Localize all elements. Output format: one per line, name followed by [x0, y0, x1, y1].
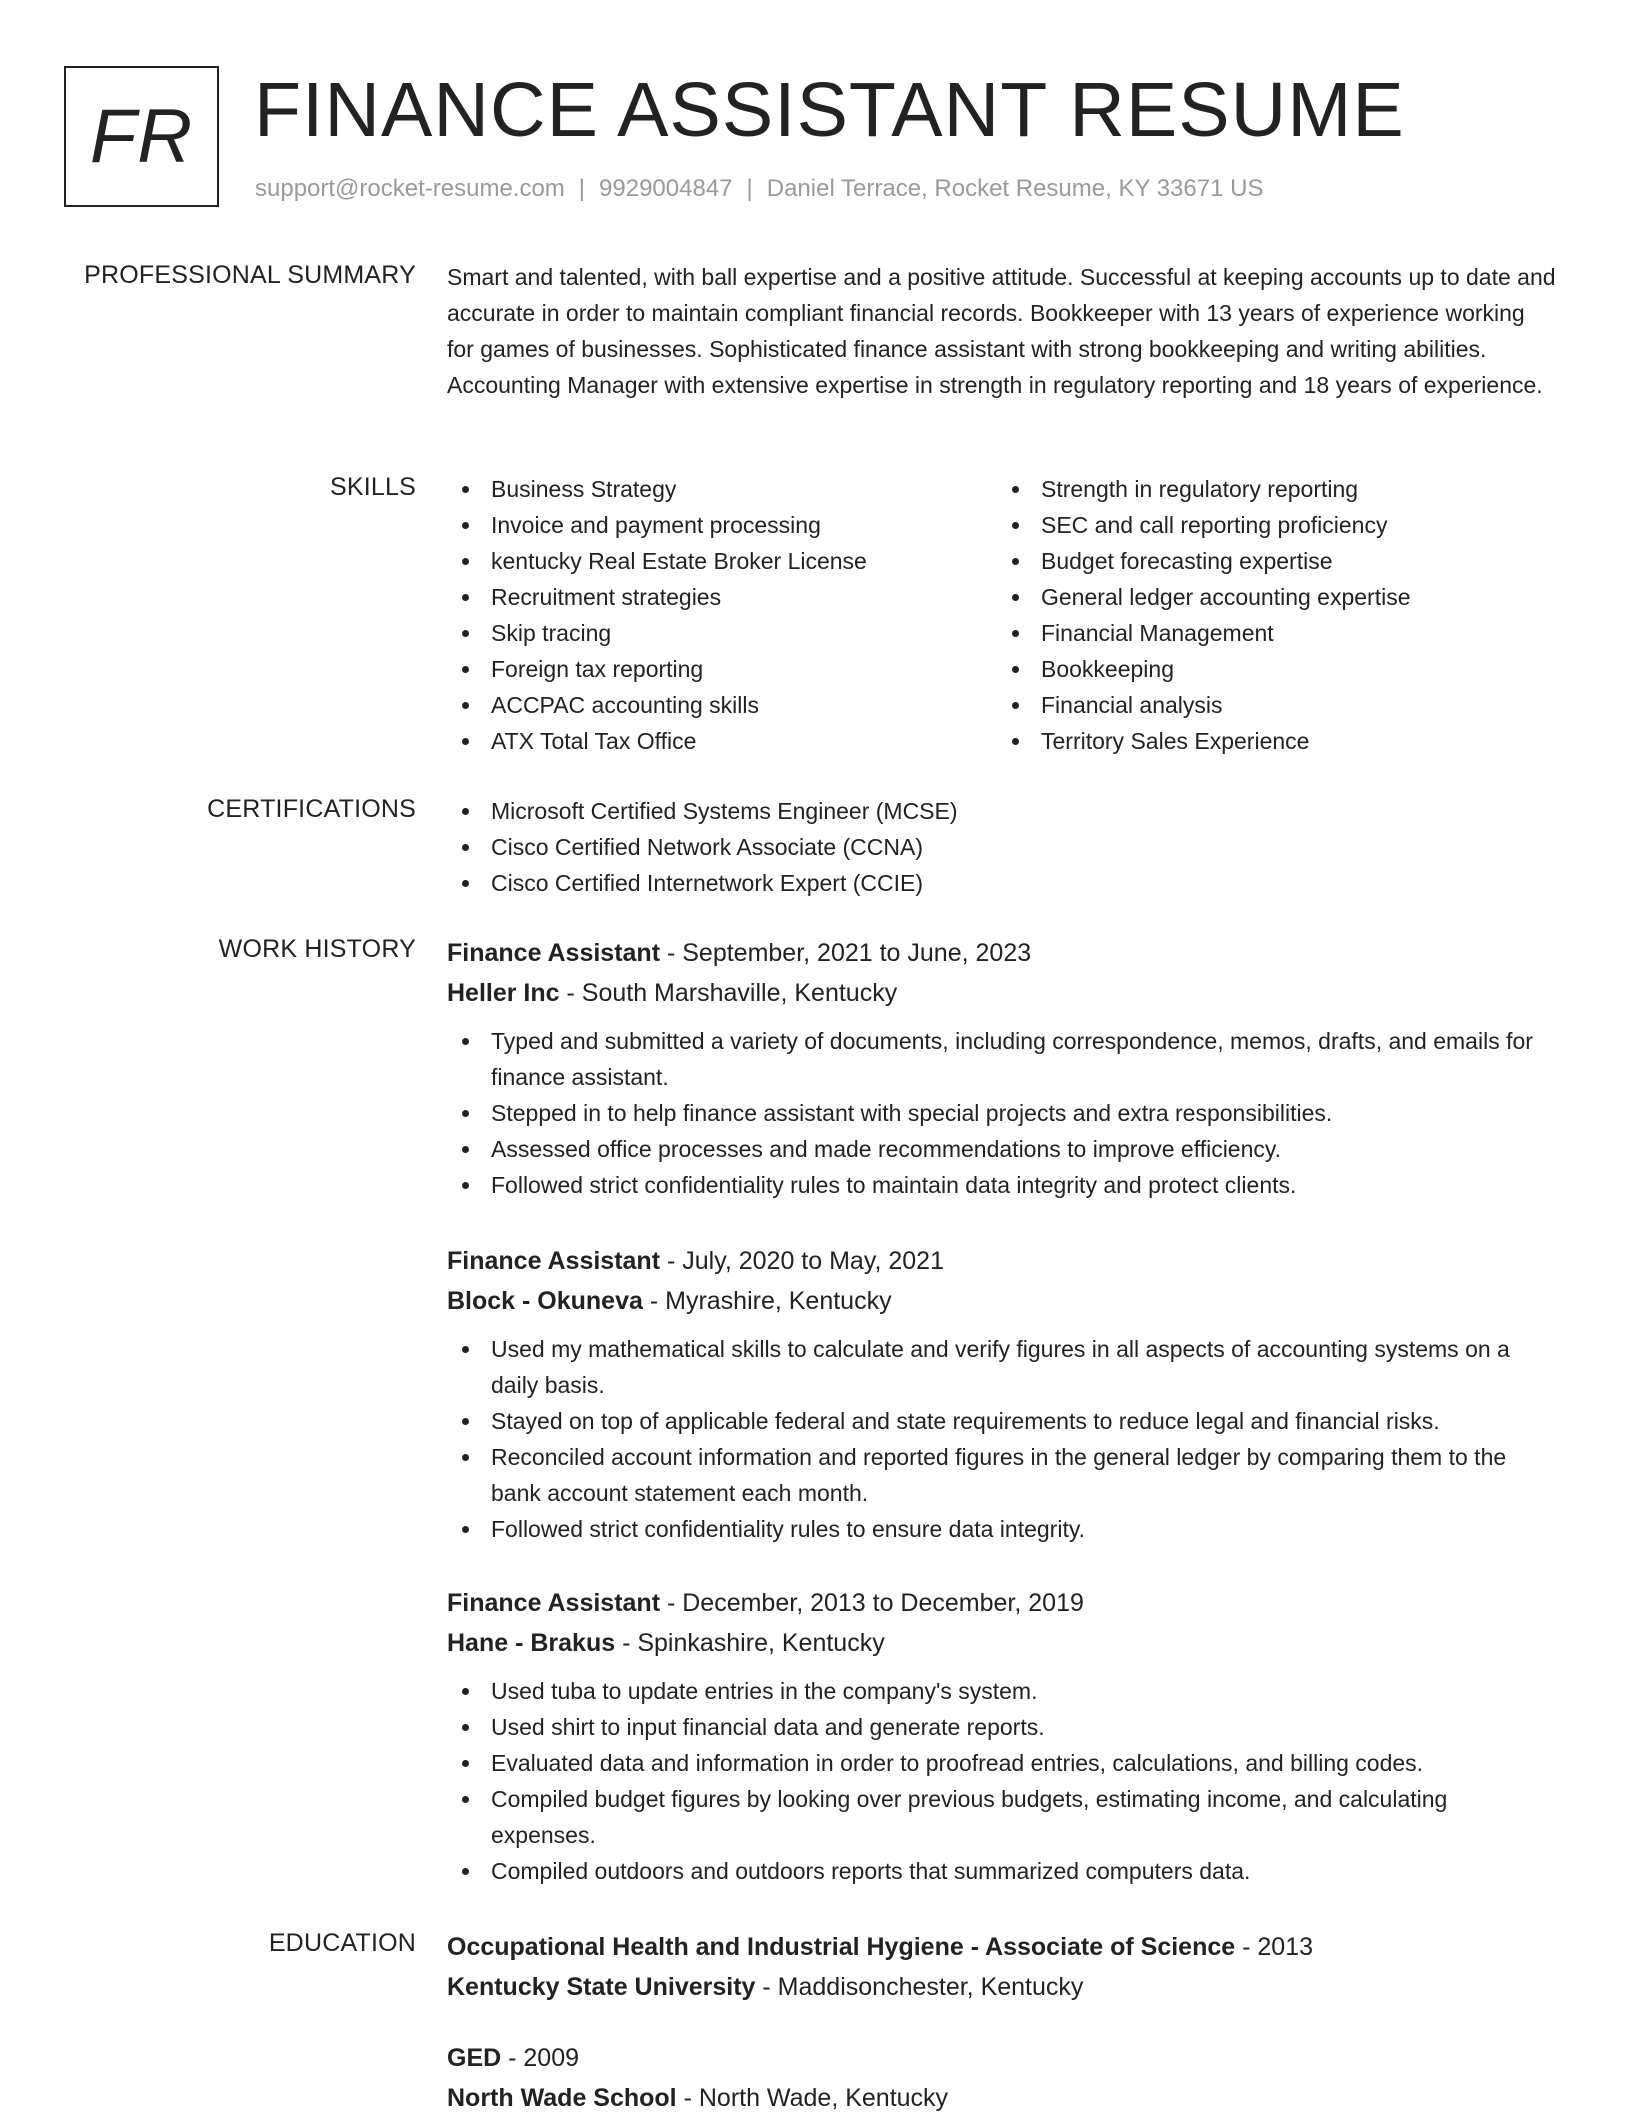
- school-location: - Maddisonchester, Kentucky: [755, 1973, 1084, 2001]
- contact-phone[interactable]: 9929004847: [599, 175, 733, 202]
- school-location: - North Wade, Kentucky: [676, 2084, 949, 2112]
- job-duties: [447, 1023, 1557, 1203]
- certification-item: Cisco Certified Network Associate (CCNA): [447, 829, 1557, 865]
- skill-item: Territory Sales Experience: [997, 723, 1547, 759]
- job-title: Finance Assistant: [447, 939, 661, 967]
- resume-header: [64, 66, 1564, 210]
- certification-item: Microsoft Certified Systems Engineer (MCSE): [447, 793, 1557, 829]
- contact-email[interactable]: support@rocket-resume.com: [255, 175, 565, 202]
- monogram-logo: FR: [64, 66, 219, 207]
- summary-text: Smart and talented, with ball expertise and a positive attitude. Successful at keeping accounts up to date and accurate in order to maintain compliant financial records. Bookkeeper with 13 years of experience working for games of businesses. Sophisticated finance assistant with strong bookkeeping and writing abilities. Accounting Manager with extensive expertise in strength in regulatory reporting and 18 years of experience.: [447, 264, 1556, 398]
- degree-year: - 2013: [1235, 1933, 1314, 1961]
- school-name: Kentucky State University: [447, 1973, 756, 2001]
- duty-item: Stayed on top of applicable federal and state requirements to reduce legal and financial risks.: [447, 1403, 1557, 1439]
- skill-item: Budget forecasting expertise: [997, 543, 1547, 579]
- duty-item: Compiled budget figures by looking over previous budgets, estimating income, and calculating expenses.: [447, 1781, 1557, 1853]
- job-entry: [447, 1583, 1557, 1889]
- job-dates: - July, 2020 to May, 2021: [660, 1247, 944, 1275]
- job-location: - Myrashire, Kentucky: [642, 1287, 892, 1315]
- job-company: Hane - Brakus: [447, 1629, 616, 1657]
- skill-item: Strength in regulatory reporting: [997, 471, 1547, 507]
- skill-item: Skip tracing: [447, 615, 997, 651]
- degree-year: - 2009: [501, 2044, 580, 2072]
- degree-line: [447, 2038, 1557, 2078]
- duty-item: Used shirt to input financial data and generate reports.: [447, 1709, 1557, 1745]
- duty-item: Assessed office processes and made recommendations to improve efficiency.: [447, 1131, 1557, 1167]
- section-label-work-history: WORK HISTORY: [218, 935, 416, 963]
- section-label-summary: PROFESSIONAL SUMMARY: [84, 261, 416, 289]
- duty-item: Used tuba to update entries in the company's system.: [447, 1673, 1557, 1709]
- job-entry: [447, 933, 1557, 1203]
- degree-name: Occupational Health and Industrial Hygiene - Associate of Science: [447, 1933, 1236, 1961]
- job-dates: - December, 2013 to December, 2019: [660, 1589, 1084, 1617]
- contact-line: [255, 174, 1263, 204]
- section-label-skills: SKILLS: [330, 473, 416, 501]
- skill-item: Financial analysis: [997, 687, 1547, 723]
- job-title-line: [447, 933, 1557, 973]
- skill-item: General ledger accounting expertise: [997, 579, 1547, 615]
- duty-item: Followed strict confidentiality rules to ensure data integrity.: [447, 1511, 1557, 1547]
- skill-item: Foreign tax reporting: [447, 651, 997, 687]
- skill-item: Invoice and payment processing: [447, 507, 997, 543]
- job-title: Finance Assistant: [447, 1247, 661, 1275]
- skill-item: Recruitment strategies: [447, 579, 997, 615]
- certifications-list: [447, 793, 1557, 901]
- contact-separator: |: [578, 175, 586, 202]
- skill-item: ATX Total Tax Office: [447, 723, 997, 759]
- duty-item: Reconciled account information and reported figures in the general ledger by comparing them to the bank account statement each month.: [447, 1439, 1557, 1511]
- job-dates: - September, 2021 to June, 2023: [660, 939, 1032, 967]
- skills-list-right: [997, 471, 1547, 759]
- duty-item: Used my mathematical skills to calculate and verify figures in all aspects of accounting systems on a daily basis.: [447, 1331, 1557, 1403]
- job-company-line: [447, 1623, 1557, 1663]
- job-company-line: [447, 1281, 1557, 1321]
- job-title-line: [447, 1241, 1557, 1281]
- section-label-certifications: CERTIFICATIONS: [207, 795, 416, 823]
- job-company: Heller Inc: [447, 979, 560, 1007]
- job-title-line: [447, 1583, 1557, 1623]
- job-duties: [447, 1331, 1557, 1547]
- school-name: North Wade School: [447, 2084, 677, 2112]
- job-location: - South Marshaville, Kentucky: [559, 979, 898, 1007]
- duty-item: Compiled outdoors and outdoors reports that summarized computers data.: [447, 1853, 1557, 1889]
- skill-item: Business Strategy: [447, 471, 997, 507]
- degree-line: [447, 1927, 1557, 1967]
- duty-item: Evaluated data and information in order to proofread entries, calculations, and billing codes.: [447, 1745, 1557, 1781]
- school-line: [447, 2078, 1557, 2118]
- certification-item: Cisco Certified Internetwork Expert (CCIE): [447, 865, 1557, 901]
- skill-item: kentucky Real Estate Broker License: [447, 543, 997, 579]
- degree-name: GED: [447, 2044, 502, 2072]
- skill-item: SEC and call reporting proficiency: [997, 507, 1547, 543]
- page-title: FINANCE ASSISTANT RESUME: [254, 67, 1405, 153]
- job-location: - Spinkashire, Kentucky: [615, 1629, 885, 1657]
- school-line: [447, 1967, 1557, 2007]
- skills-list-left: [447, 471, 997, 759]
- section-label-education: EDUCATION: [268, 1929, 416, 1957]
- contact-separator: |: [746, 175, 753, 202]
- duty-item: Stepped in to help finance assistant with special projects and extra responsibilities.: [447, 1095, 1557, 1131]
- job-entry: [447, 1241, 1557, 1547]
- contact-address: Daniel Terrace, Rocket Resume, KY 33671 US: [766, 175, 1264, 202]
- job-company: Block - Okuneva: [447, 1287, 643, 1315]
- job-title: Finance Assistant: [447, 1589, 661, 1617]
- duty-item: Followed strict confidentiality rules to maintain data integrity and protect clients.: [447, 1167, 1557, 1203]
- duty-item: Typed and submitted a variety of documents, including correspondence, memos, drafts, and emails for finance assistant.: [447, 1023, 1557, 1095]
- job-duties: [447, 1673, 1557, 1889]
- job-company-line: [447, 973, 1557, 1013]
- skill-item: ACCPAC accounting skills: [447, 687, 997, 723]
- skill-item: Bookkeeping: [997, 651, 1547, 687]
- skill-item: Financial Management: [997, 615, 1547, 651]
